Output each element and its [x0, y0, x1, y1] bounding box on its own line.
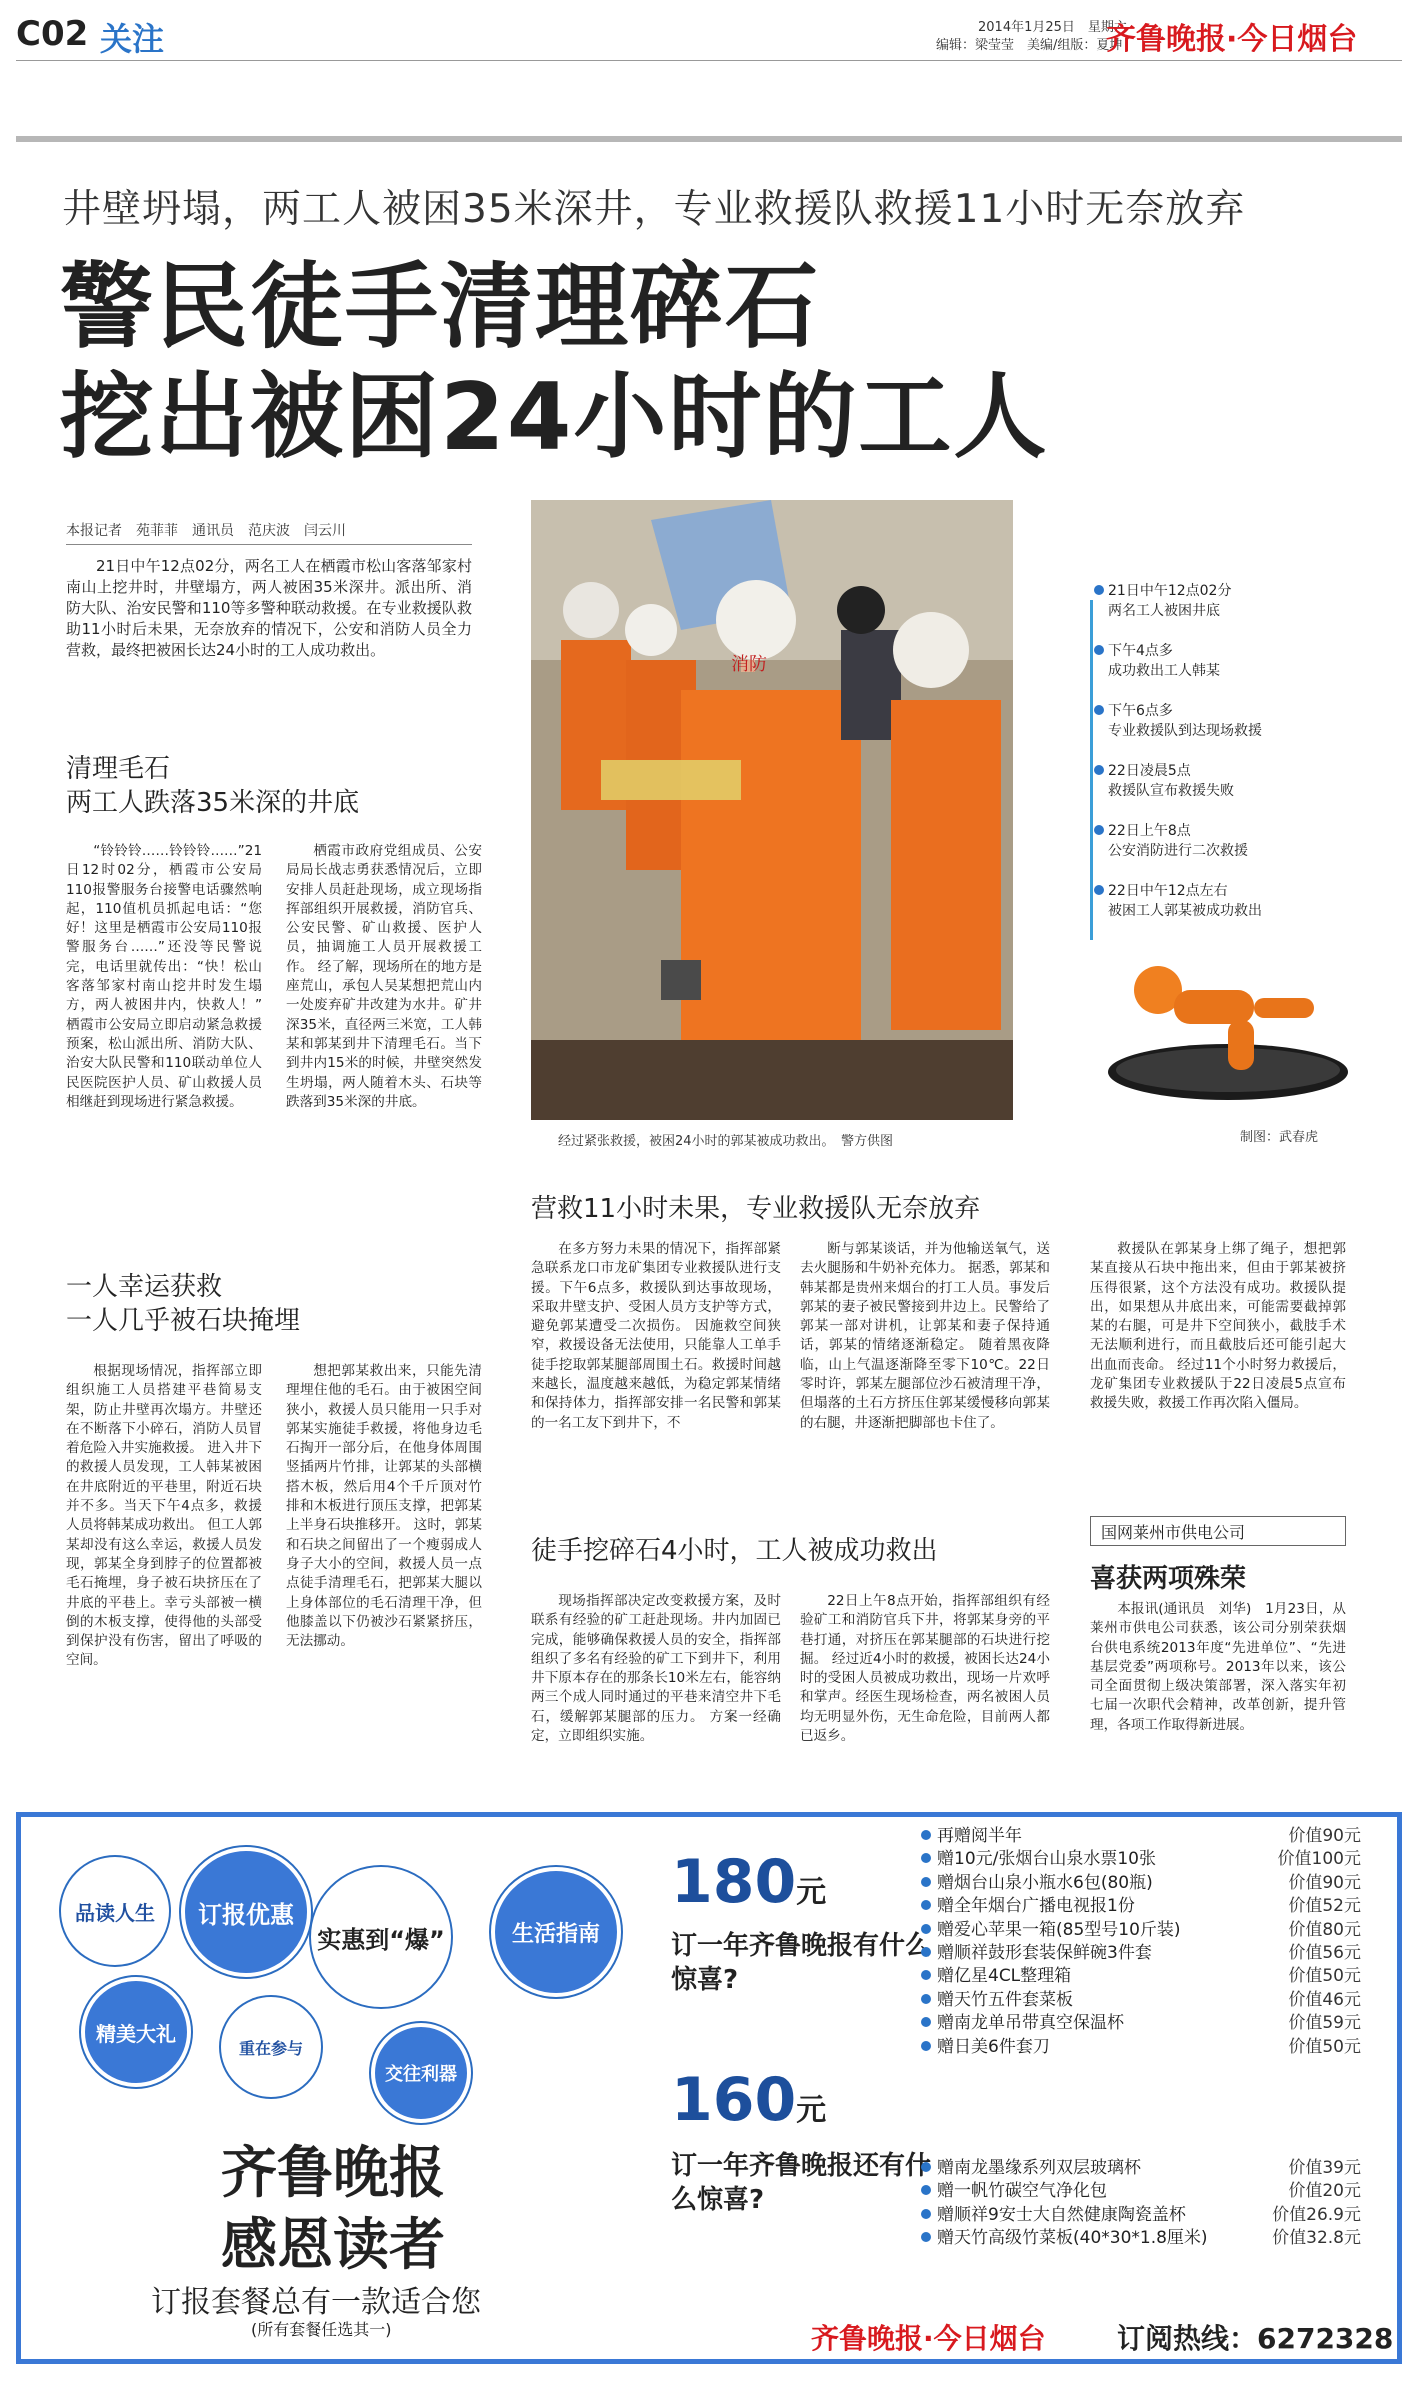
page-number: C02 [16, 14, 89, 54]
subhead-1: 清理毛石 两工人跌落35米深的井底 [66, 754, 360, 818]
fallen-worker-illustration [1078, 950, 1378, 1110]
lead-paragraph: 21日中午12点02分，两名工人在栖霞市松山客落邹家村南山上挖井时，井壁塌方，两人被困35米深井。派出所、消防大队、治安民警和110等多警种联动救援。在专业救援队救助11小时后未果，无奈放弃的情况下，公安和消防人员全力营救，最终把被困长达24小时的工人成功救出。 [66, 557, 472, 659]
timeline-item: 22日上午8点 公安消防进行二次救援 [1078, 820, 1378, 860]
ad-tagline: 订报套餐总有一款适合您 [151, 2285, 481, 2320]
bubble-read-life: 品读人生 [61, 1857, 169, 1965]
event-timeline [1078, 580, 1378, 1000]
photo-caption: 经过紧张救援，被困24小时的郭某被成功救出。 警方供图 [558, 1134, 894, 1149]
brief-tag: 国网莱州市供电公司 [1090, 1516, 1346, 1546]
subhead-4: 徒手挖碎石4小时，工人被成功救出 [531, 1536, 938, 1566]
section-name: 关注 [100, 20, 165, 58]
timeline-dot [1094, 885, 1104, 895]
graphic-credit: 制图：武春虎 [1240, 1130, 1319, 1145]
bubble-life-guide: 生活指南 [491, 1867, 621, 1997]
newspaper-logo: 齐鲁晚报·今日烟台 [1106, 22, 1358, 57]
timeline-item: 22日凌晨5点 救援队宣布救援失败 [1078, 760, 1378, 800]
bubble-participate: 重在参与 [221, 1997, 321, 2097]
gift-row: 赠烟台山泉小瓶水6包(80瓶) 价值90元 [921, 1872, 1361, 1895]
gift-row: 赠南龙墨缘系列双层玻璃杯 价值39元 [921, 2157, 1361, 2180]
offer-price-180: 180元 [671, 1847, 827, 1917]
article-column: 在多方努力未果的情况下，指挥部紧急联系龙口市龙矿集团专业救援队进行支援。下午6点多，救援队到达事故现场，采取井壁支护、受困人员方支护等方式，避免郭某遭受二次损伤。 因施救空间狭窄，救援设备无法使用，只能靠人工单手徒手挖取郭某腿部周围土石。救援时间越来越长，温度越来越低，为稳定郭某情绪和保持体力，指挥部安排一名民警和郭某的一名工友下到井下，不 [531, 1241, 781, 1431]
article-column: 22日上午8点开始，指挥部组织有经验矿工和消防官兵下井，将郭某身旁的平巷打通，对挤压在郭某腿部的石块进行挖掘。 经过近4小时的救援，被困长达24小时的受困人员被成功救出，现场一片欢呼和掌声。经医生现场检查，两名被困人员均无明显外伤，无生命危险，目前两人都已返乡。 [800, 1593, 1050, 1745]
gift-row: 赠全年烟台广播电视报1份 价值52元 [921, 1895, 1361, 1918]
ad-note: (所有套餐任选其一) [251, 2320, 392, 2339]
gift-row: 赠天竹高级竹菜板(40*30*1.8厘米) 价值32.8元 [921, 2227, 1361, 2250]
gift-row: 赠爱心苹果一箱(85型号10斤装) 价值80元 [921, 1919, 1361, 1942]
article-column: 断与郭某谈话，并为他输送氧气，送去火腿肠和牛奶补充体力。 据悉，郭某和韩某都是贵州来烟台的打工人员。事发后郭某的妻子被民警接到井边上。民警给了郭某一部对讲机，让郭某和妻子保持通话，郭某的情绪逐渐稳定。 随着黑夜降临，山上气温逐渐降至零下10℃。22日零时许，郭某左腿部位沙石被清理干净，但塌落的土石方挤压住郭某缓慢移向郭某的右腿，井逐渐把脚部也卡住了。 [800, 1241, 1050, 1431]
subhead-2: 一人幸运获救 一人几乎被石块掩埋 [66, 1272, 301, 1336]
timeline-item: 22日中午12点左右 被困工人郭某被成功救出 [1078, 880, 1378, 920]
ad-brand: 齐鲁晚报 [221, 2141, 445, 2206]
headline-line-2: 挖出被困24小时的工人 [60, 363, 1049, 471]
gift-row: 赠亿星4CL整理箱 价值50元 [921, 1965, 1361, 1988]
ad-hotline: 订阅热线：6272328 [1117, 2322, 1394, 2355]
bubble-gift: 精美大礼 [81, 1977, 191, 2087]
article-column: “铃铃铃……铃铃铃……”21日12时02分，栖霞市公安局110报警服务台接警电话骤然响起，110值机员抓起电话：“您好！这里是栖霞市公安局110报警服务台……”还没等民警说完，电话里就传出：“快！松山客落邹家村南山挖井时发生塌方，两人被困井内，快救人！” 栖霞市公安局立即启动紧急救援预案，松山派出所、消防大队、治安大队民警和110联动单位人民医院医护人员、矿山救援人员相继赶到现场进行紧急救援。 [66, 843, 262, 1110]
timeline-dot [1094, 825, 1104, 835]
gift-row: 赠日美6件套刀 价值50元 [921, 2036, 1361, 2059]
article-column: 栖霞市政府党组成员、公安局局长战志勇获悉情况后，立即安排人员赶赴现场，成立现场指挥部组织开展救援，消防官兵、公安民警、矿山救援、医护人员，抽调施工人员开展救援工作。 经了解，现场所在的地方是座荒山，承包人吴某想把荒山内一处废弃矿井改建为水井。矿井深35米，直径两三米宽，工人韩某和郭某到井下清理毛石。当下到井内15米的时候，井壁突然发生坍塌，两人随着木头、石块等跌落到35米深的井底。 [286, 843, 482, 1110]
gift-row: 再赠阅半年 价值90元 [921, 1825, 1361, 1848]
brief-title: 喜获两项殊荣 [1090, 1564, 1247, 1594]
rescue-photo [531, 500, 1013, 1120]
ad-footer-logo: 齐鲁晚报·今日烟台 [811, 2322, 1046, 2355]
masthead [16, 14, 1402, 58]
helmet-text: 消防 [731, 654, 767, 675]
byline: 本报记者 苑菲菲 通讯员 范庆波 闫云川 [66, 523, 346, 539]
bubble-great-deal: 实惠到“爆” [311, 1867, 451, 2007]
article-column: 想把郭某救出来，只能先清理埋住他的毛石。由于被困空间狭小，救援人员只能用一只手对郭某实施徒手救援，将他身边毛石掏开一部分后，在他身体周围竖插两片竹排，让郭某的头部横搭木板，然后用4个千斤顶对竹排和木板进行顶压支撑，把郭某上半身石块推移开。 这时，郭某和石块之间留出了一个瘦弱成人身子大小的空间，救援人员一点点徒手清理毛石，把郭某大腿以上身体部位的毛石清理干净，但他膝盖以下仍被沙石紧紧挤压，无法挪动。 [286, 1363, 482, 1650]
article-column: 根据现场情况，指挥部立即组织施工人员搭建平巷简易支架，防止井壁再次塌方。井壁还在不断落下小碎石，消防人员冒着危险入井实施救援。 进入井下的救援人员发现，工人韩某被困在井底附近的平巷里，附近石块并不多。当天下午4点多，救援人员将韩某成功救出。 但工人郭某却没有这么幸运，救援人员发现，郭某全身到脖子的位置都被毛石掩埋，身子被石块挤压在了井底的平巷上。幸亏头部被一横倒的木板支撑，使得他的头部受到保护没有伤害，留出了呼吸的空间。 [66, 1363, 262, 1669]
article-column: 救援队在郭某身上绑了绳子，想把郭某直接从石块中拖出来，但由于郭某被挤压得很紧，这个方法没有成功。救援队提出，如果想从井底出来，可能需要截掉郭某的右腿，可是井下空间狭小，截肢手术无法顺利进行，而且截肢后还可能引起大出血而丧命。 经过11个小时努力救援后，龙矿集团专业救援队于22日凌晨5点宣布救援失败，救援工作再次陷入僵局。 [1090, 1241, 1346, 1412]
timeline-item: 下午6点多 专业救援队到达现场救援 [1078, 700, 1378, 740]
gift-row: 赠顺祥鼓形套装保鲜碗3件套 价值56元 [921, 1942, 1361, 1965]
date-line: 2014年1月25日 星期六 [978, 20, 1127, 35]
gift-row: 赠顺祥9安士大自然健康陶瓷盖杯 价值26.9元 [921, 2204, 1361, 2227]
article-column: 现场指挥部决定改变救援方案，及时联系有经验的矿工赶赴现场。井内加固已完成，能够确保救援人员的安全，指挥部组织了多名有经验的矿工下到井下，利用井下原本存在的那条长10米左右，能容纳两三个成人同时通过的平巷来清空井下毛石，缓解郭某腿部的压力。 方案一经确定，立即组织实施。 [531, 1593, 781, 1745]
byline-rule [66, 544, 472, 545]
section-divider [16, 136, 1402, 142]
offer-question-2: 订一年齐鲁晚报还有什么惊喜? [671, 2151, 932, 2215]
gift-list-2 [921, 2157, 1361, 2251]
editor-line: 编辑：梁莹莹 美编/组版：夏坤 [936, 38, 1123, 53]
offer-price-160: 160元 [671, 2065, 827, 2135]
timeline-item: 21日中午12点02分 两名工人被困井底 [1078, 580, 1378, 620]
timeline-dot [1094, 765, 1104, 775]
gift-row: 赠10元/张烟台山泉水票10张 价值100元 [921, 1848, 1361, 1871]
bubble-social-tool: 交往利器 [371, 2023, 471, 2123]
ad-thanks: 感恩读者 [221, 2213, 445, 2278]
timeline-item: 下午4点多 成功救出工人韩某 [1078, 640, 1378, 680]
timeline-dot [1094, 585, 1104, 595]
brief-body: 本报讯(通讯员 刘华) 1月23日，从莱州市供电公司获悉，该公司分别荣获烟台供电系统2013年度“先进单位”、“先进基层党委”两项称号。2013年以来，该公司全面贯彻上级决策部署，深入落实年初七届一次职代会精神，改革创新，提升管理，各项工作取得新进展。 [1090, 1601, 1346, 1733]
offer-question-1: 订一年齐鲁晚报有什么惊喜? [671, 1931, 932, 1995]
gift-row: 赠天竹五件套菜板 价值46元 [921, 1989, 1361, 2012]
header-rule [16, 60, 1402, 61]
subscription-ad [16, 1812, 1402, 2364]
subhead-3: 营救11小时未果，专业救援队无奈放弃 [531, 1194, 981, 1224]
headline-kicker: 井壁坍塌，两工人被困35米深井，专业救援队救援11小时无奈放弃 [62, 187, 1246, 232]
timeline-dot [1094, 705, 1104, 715]
rescue-photo-illustration [531, 500, 1013, 1120]
bubble-discount: 订报优惠 [181, 1847, 311, 1977]
gift-list-1 [921, 1825, 1361, 2059]
gift-row: 赠南龙单吊带真空保温杯 价值59元 [921, 2012, 1361, 2035]
gift-row: 赠一帆竹碳空气净化包 价值20元 [921, 2180, 1361, 2203]
timeline-dot [1094, 645, 1104, 655]
headline-line-1: 警民徒手清理碎石 [60, 253, 820, 361]
